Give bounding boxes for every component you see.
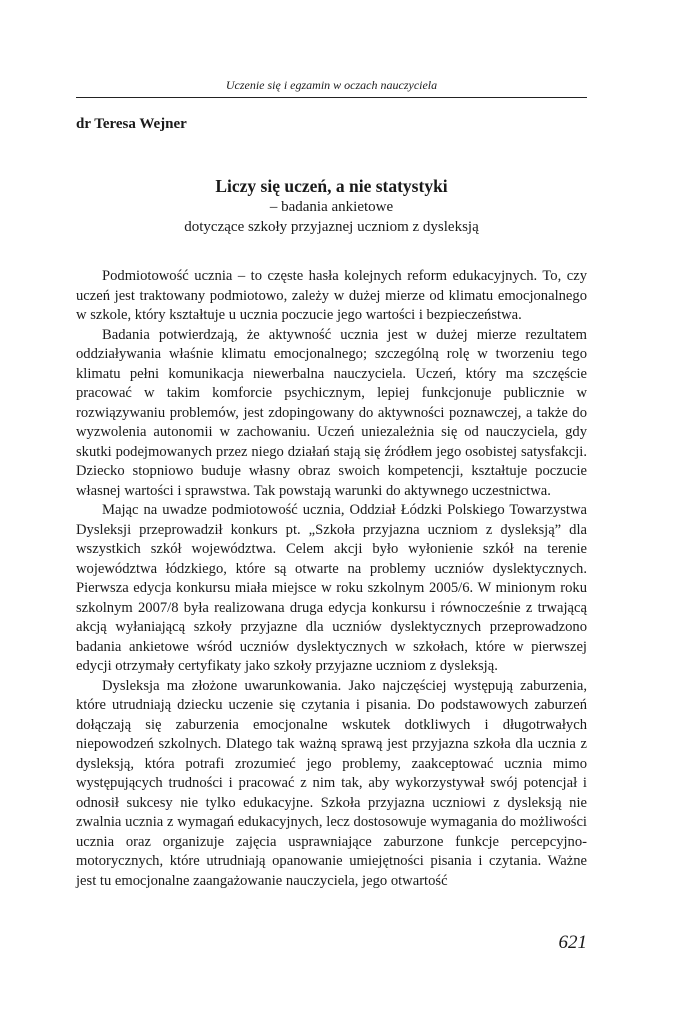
running-header: Uczenie się i egzamin w oczach nauczyciela [225,78,438,92]
header-rule [76,97,587,98]
body-text [76,267,587,891]
paragraph-3: Mając na uwadze podmiotowość ucznia, Oddział Łódzki Polskiego Towarzystwa Dysleksji przeprowadził konkurs pt. „Szkoła przyjazna uczniom z dysleksją” dla wszystkich szkół województwa. Celem akcji było wyłonienie szkół na terenie województwa łódzkiego, które są otwarte na problemy uczniów dyslektycznych. Pierwsza edycja konkursu miała miejsce w roku szkolnym 2005/6. W minionym roku szkolnym 2007/8 była realizowana druga edycja konkursu i równocześnie z trwającą akcją wyłaniającą szkoły przyjazne dla uczniów dyslektycznych przeprowadzono badania ankietowe wśród uczniów dyslektycznych w szkołach, które w pierwszej edycji otrzymały certyfikaty jako szkoły przyjazne uczniom z dysleksją. [76,502,587,674]
paragraph-2: Badania potwierdzają, że aktywność ucznia jest w dużej mierze rezultatem oddziaływania właśnie klimatu emocjonalnego; szczególną rolę w tworzeniu tego klimatu pełni komunikacja niewerbalna nauczyciela. Uczeń, który ma szczęście pracować w takim komforcie psychicznym, lepiej funkcjonuje publicznie w rozwiązywaniu problemów, jest zdopingowany do aktywności poznawczej, a także do wyzwolenia autonomii w zachowaniu. Uczeń uniezależnia się od nauczyciela, gdy skutki podejmowanych przez niego działań stają się źródłem jego osobistej satysfakcji. Dziecko stopniowo buduje własny obraz swoich kompetencji, kształtuje poczucie własnej wartości i sprawstwa. Tak powstają warunki do aktywnego uczestnictwa. [76,326,587,499]
article-subtitle-line-1: – badania ankietowe [269,199,394,215]
paragraph-4: Dysleksja ma złożone uwarunkowania. Jako najczęściej występują zaburzenia, które utrudniają dziecku uczenie się czytania i pisania. Do podstawowych zaburzeń dołączają się zaburzenia emocjonalne wskutek dotkliwych i długotrwałych niepowodzeń szkolnych. Dlatego tak ważną sprawą jest przyjazna szkoła dla ucznia z dysleksją, która potrafi zrozumieć jego problemy, zaakceptować ucznia mimo występujących trudności i pracować z nim tak, aby wykorzystywał swój potencjał i odnosił sukcesy nie tylko edukacyjne. Szkoła przyjazna uczniowi z dysleksją nie zwalnia ucznia z wymagań edukacyjnych, lecz dostosowuje wymagania do możliwości ucznia oraz organizuje zajęcia usprawniające zaburzone funkcje percepcyjno-motorycznych, które utrudniają opanowanie umiejętności pisania i czytania. Ważne jest tu emocjonalne zaangażowanie nauczyciela, jego otwartość [76,677,587,889]
paragraph-1: Podmiotowość ucznia – to częste hasła kolejnych reform edukacyjnych. To, czy uczeń jest traktowany podmiotowo, zależy w dużej mierze od klimatu emocjonalnego w szkole, który kształtuje u ucznia poczucie jego wartości i bezpieczeństwa. [76,268,587,323]
title-block [76,175,587,237]
page-number: 621 [558,932,587,953]
article-subtitle-line-2: dotyczące szkoły przyjaznej uczniom z dysleksją [184,219,479,235]
article-title: Liczy się uczeń, a nie statystyki [215,176,448,196]
author-name: dr Teresa Wejner [76,116,187,132]
